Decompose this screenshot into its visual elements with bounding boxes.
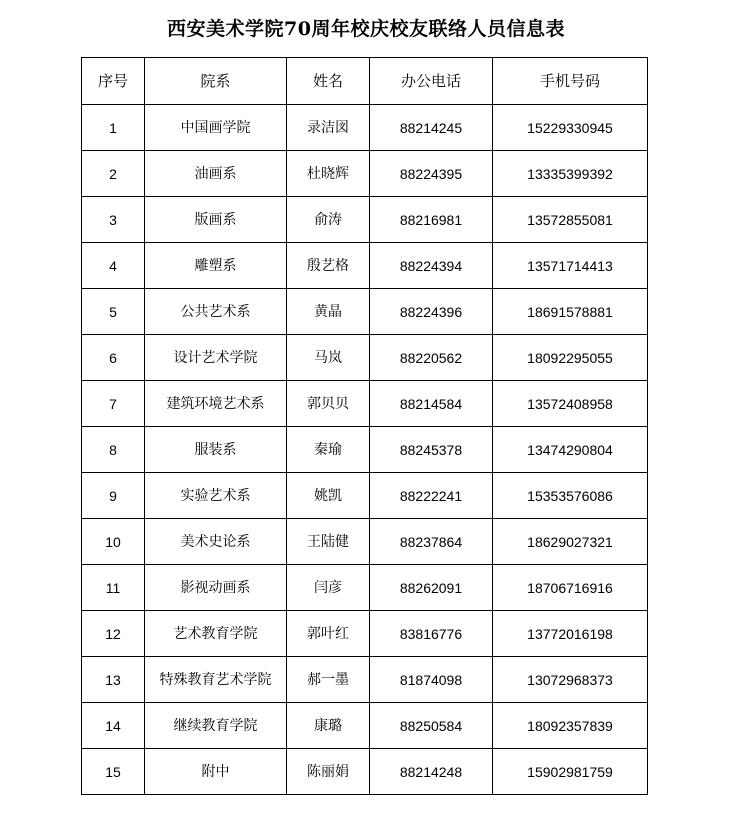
cell-office-phone: 88222241	[370, 473, 493, 519]
cell-office-phone: 81874098	[370, 657, 493, 703]
cell-seq: 15	[82, 749, 145, 795]
cell-seq: 9	[82, 473, 145, 519]
cell-seq: 4	[82, 243, 145, 289]
cell-dept: 继续教育学院	[145, 703, 287, 749]
cell-dept: 附中	[145, 749, 287, 795]
page-title: 西安美术学院70周年校庆校友联络人员信息表	[167, 18, 565, 40]
table-row	[82, 335, 648, 381]
table-row	[82, 289, 648, 335]
cell-mobile: 18092357839	[493, 703, 648, 749]
table-body	[82, 105, 648, 795]
cell-office-phone: 88224394	[370, 243, 493, 289]
cell-name: 康璐	[287, 703, 370, 749]
cell-mobile: 18092295055	[493, 335, 648, 381]
cell-office-phone: 88214584	[370, 381, 493, 427]
cell-office-phone: 88250584	[370, 703, 493, 749]
cell-dept: 影视动画系	[145, 565, 287, 611]
cell-office-phone: 88245378	[370, 427, 493, 473]
cell-office-phone: 88262091	[370, 565, 493, 611]
cell-mobile: 18629027321	[493, 519, 648, 565]
cell-dept: 版画系	[145, 197, 287, 243]
table-row	[82, 657, 648, 703]
cell-mobile: 13571714413	[493, 243, 648, 289]
column-header-seq: 序号	[82, 58, 145, 105]
cell-name: 郭叶红	[287, 611, 370, 657]
cell-seq: 8	[82, 427, 145, 473]
cell-dept: 中国画学院	[145, 105, 287, 151]
cell-office-phone: 88216981	[370, 197, 493, 243]
cell-name: 秦瑜	[287, 427, 370, 473]
cell-mobile: 15229330945	[493, 105, 648, 151]
cell-office-phone: 88214245	[370, 105, 493, 151]
cell-office-phone: 88237864	[370, 519, 493, 565]
cell-seq: 3	[82, 197, 145, 243]
cell-dept: 美术史论系	[145, 519, 287, 565]
cell-seq: 2	[82, 151, 145, 197]
cell-mobile: 13572408958	[493, 381, 648, 427]
cell-mobile: 13772016198	[493, 611, 648, 657]
cell-mobile: 13072968373	[493, 657, 648, 703]
cell-office-phone: 83816776	[370, 611, 493, 657]
table-row	[82, 749, 648, 795]
cell-dept: 艺术教育学院	[145, 611, 287, 657]
cell-mobile: 13335399392	[493, 151, 648, 197]
cell-office-phone: 88224396	[370, 289, 493, 335]
cell-dept: 雕塑系	[145, 243, 287, 289]
table-row	[82, 473, 648, 519]
cell-dept: 公共艺术系	[145, 289, 287, 335]
cell-dept: 建筑环境艺术系	[145, 381, 287, 427]
cell-mobile: 15902981759	[493, 749, 648, 795]
cell-mobile: 13474290804	[493, 427, 648, 473]
cell-dept: 服装系	[145, 427, 287, 473]
cell-seq: 1	[82, 105, 145, 151]
cell-seq: 5	[82, 289, 145, 335]
cell-name: 郝一墨	[287, 657, 370, 703]
cell-seq: 12	[82, 611, 145, 657]
cell-seq: 13	[82, 657, 145, 703]
cell-dept: 设计艺术学院	[145, 335, 287, 381]
cell-seq: 7	[82, 381, 145, 427]
cell-mobile: 13572855081	[493, 197, 648, 243]
table-row	[82, 427, 648, 473]
cell-seq: 11	[82, 565, 145, 611]
table-row	[82, 197, 648, 243]
cell-dept: 特殊教育艺术学院	[145, 657, 287, 703]
table-header-row	[82, 58, 648, 105]
cell-office-phone: 88224395	[370, 151, 493, 197]
cell-dept: 实验艺术系	[145, 473, 287, 519]
table-row	[82, 243, 648, 289]
column-header-dept: 院系	[145, 58, 287, 105]
cell-name: 马岚	[287, 335, 370, 381]
cell-office-phone: 88220562	[370, 335, 493, 381]
cell-seq: 10	[82, 519, 145, 565]
column-header-name: 姓名	[287, 58, 370, 105]
cell-mobile: 18691578881	[493, 289, 648, 335]
cell-dept: 油画系	[145, 151, 287, 197]
table-row	[82, 611, 648, 657]
cell-name: 录洁図	[287, 105, 370, 151]
cell-name: 俞涛	[287, 197, 370, 243]
cell-name: 王陆健	[287, 519, 370, 565]
table-row	[82, 565, 648, 611]
cell-name: 杜晓辉	[287, 151, 370, 197]
column-header-mobile: 手机号码	[493, 58, 648, 105]
column-header-office-phone: 办公电话	[370, 58, 493, 105]
cell-name: 殷艺格	[287, 243, 370, 289]
cell-seq: 6	[82, 335, 145, 381]
cell-office-phone: 88214248	[370, 749, 493, 795]
cell-name: 陈丽娟	[287, 749, 370, 795]
table-row	[82, 105, 648, 151]
cell-name: 姚凯	[287, 473, 370, 519]
cell-name: 黄晶	[287, 289, 370, 335]
cell-name: 闫彦	[287, 565, 370, 611]
contact-table	[81, 57, 648, 795]
cell-mobile: 18706716916	[493, 565, 648, 611]
cell-mobile: 15353576086	[493, 473, 648, 519]
table-row	[82, 151, 648, 197]
cell-seq: 14	[82, 703, 145, 749]
table-row	[82, 381, 648, 427]
table-row	[82, 703, 648, 749]
table-row	[82, 519, 648, 565]
cell-name: 郭贝贝	[287, 381, 370, 427]
